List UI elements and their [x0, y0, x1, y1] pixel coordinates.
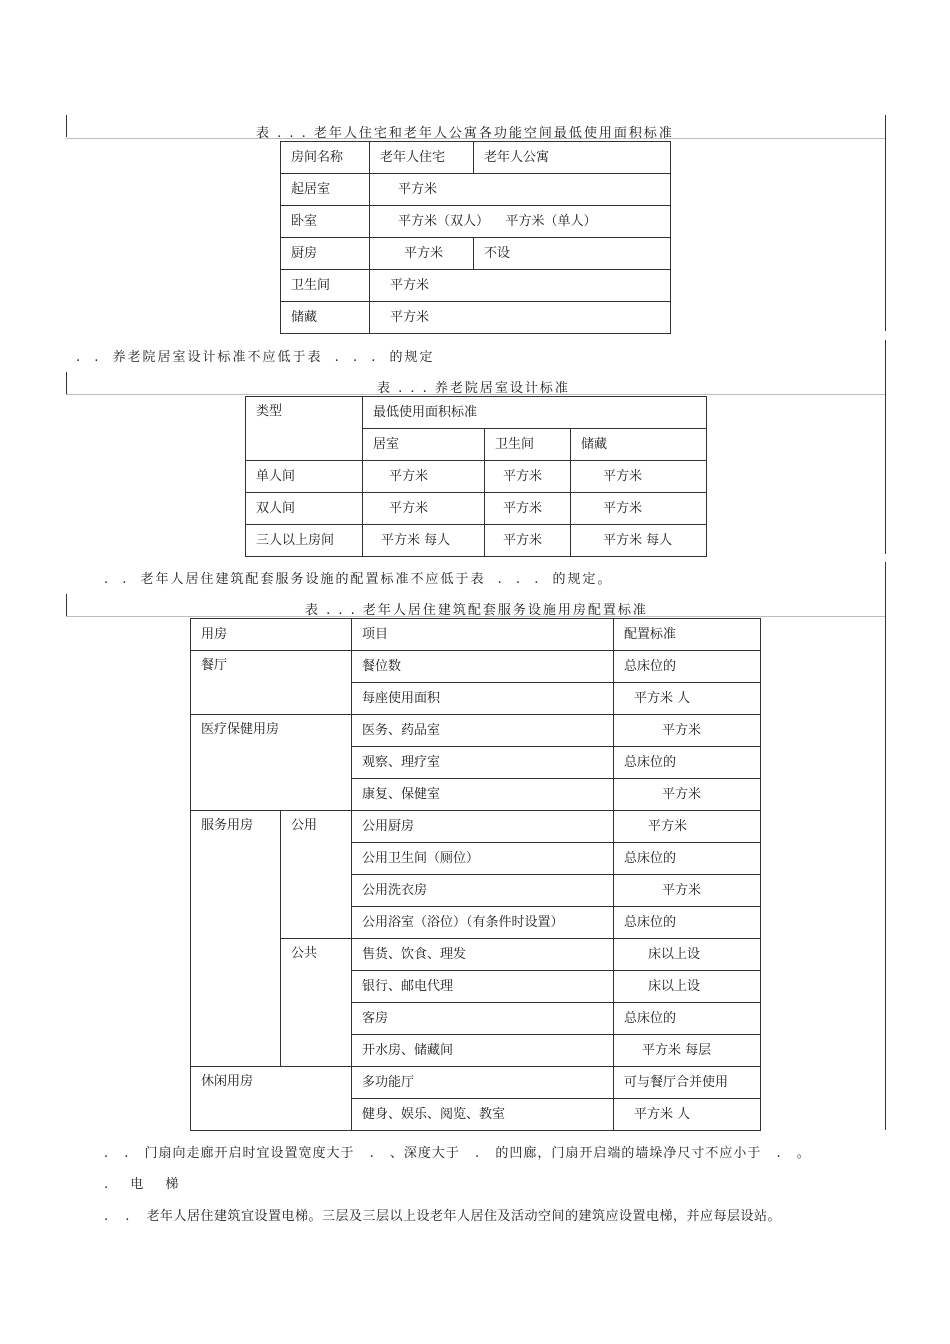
table1	[280, 141, 671, 334]
table1-row-value: 平方米	[370, 302, 671, 334]
margin-line	[66, 115, 67, 137]
table3-standard: 平方米	[614, 779, 761, 811]
table2-cell: 平方米 每人	[363, 525, 485, 557]
table3-item: 每座使用面积	[352, 683, 614, 715]
table3-standard: 平方米 人	[614, 683, 761, 715]
table3-item: 多功能厅	[352, 1067, 614, 1099]
table1-row-name: 卧室	[281, 206, 370, 238]
table1-row-value: 平方米	[370, 238, 474, 270]
paragraph: . . 老年人居住建筑宜设置电梯。三层及三层以上设老年人居住及活动空间的建筑应设置电梯，并应每层设站。	[104, 1209, 782, 1224]
table3-standard: 床以上设	[614, 939, 761, 971]
table2-row-type: 三人以上房间	[246, 525, 363, 557]
table3-item: 公用厨房	[352, 811, 614, 843]
margin-line	[885, 115, 886, 331]
paragraph: . . 养老院居室设计标准不应低于表 . . . 的规定	[76, 350, 435, 365]
table1-row-name: 卫生间	[281, 270, 370, 302]
table3-item: 餐位数	[352, 651, 614, 683]
table3-header: 项目	[352, 619, 614, 651]
table3-subgroup-label: 公用	[281, 811, 352, 939]
table2-cell: 平方米	[485, 461, 571, 493]
table3-group-label: 医疗保健用房	[191, 715, 352, 811]
table3-header: 配置标准	[614, 619, 761, 651]
table2-cell: 平方米	[485, 493, 571, 525]
table3-subgroup-label: 公共	[281, 939, 352, 1067]
table1-row-value: 平方米（双人） 平方米（单人）	[370, 206, 671, 238]
table3-standard: 总床位的	[614, 843, 761, 875]
table2-group-header: 最低使用面积标准	[363, 397, 707, 429]
table1-header: 老年人住宅	[370, 142, 474, 174]
table3-standard: 平方米 每层	[614, 1035, 761, 1067]
table3-group-label: 服务用房	[191, 811, 281, 1067]
table1-row-name: 储藏	[281, 302, 370, 334]
table3-standard: 总床位的	[614, 907, 761, 939]
margin-line	[66, 594, 67, 616]
table1-row-name: 起居室	[281, 174, 370, 206]
table3-standard: 平方米	[614, 875, 761, 907]
table3-item: 公用浴室（浴位）（有条件时设置）	[352, 907, 614, 939]
table2-cell: 平方米 每人	[571, 525, 707, 557]
table3-standard: 床以上设	[614, 971, 761, 1003]
table2-subheader: 卫生间	[485, 429, 571, 461]
table3-item: 观察、理疗室	[352, 747, 614, 779]
table3-caption: 表 . . . 老年人居住建筑配套服务设施用房配置标准	[305, 603, 648, 618]
margin-line	[66, 372, 67, 394]
table3-item: 医务、药品室	[352, 715, 614, 747]
table2-subheader: 居室	[363, 429, 485, 461]
table2-row-type: 单人间	[246, 461, 363, 493]
table2-cell: 平方米	[571, 493, 707, 525]
table2-caption: 表 . . . 养老院居室设计标准	[377, 381, 570, 396]
table2-type-header: 类型	[246, 397, 363, 461]
table1-header: 老年人公寓	[474, 142, 671, 174]
table1-row-value: 不设	[474, 238, 671, 270]
table1-row-value: 平方米	[370, 270, 671, 302]
table3-item: 开水房、储藏间	[352, 1035, 614, 1067]
table1-row-name: 厨房	[281, 238, 370, 270]
table2	[245, 396, 707, 557]
table2-cell: 平方米	[485, 525, 571, 557]
margin-line	[885, 562, 886, 1130]
table3-group-label: 餐厅	[191, 651, 352, 715]
table3-standard: 总床位的	[614, 747, 761, 779]
table3-item: 康复、保健室	[352, 779, 614, 811]
table3-item: 售货、饮食、理发	[352, 939, 614, 971]
section-heading: . 电 梯	[104, 1177, 181, 1192]
table1-row-value: 平方米	[370, 174, 671, 206]
table3-group-label: 休闲用房	[191, 1067, 352, 1131]
table2-row-type: 双人间	[246, 493, 363, 525]
table2-cell: 平方米	[363, 461, 485, 493]
table3-standard: 可与餐厅合并使用	[614, 1067, 761, 1099]
margin-line	[885, 340, 886, 554]
table3-standard: 总床位的	[614, 651, 761, 683]
table1-caption: 表 . . . 老年人住宅和老年人公寓各功能空间最低使用面积标准	[256, 126, 674, 141]
table3-standard: 平方米 人	[614, 1099, 761, 1131]
table3-item: 公用洗衣房	[352, 875, 614, 907]
table3-header: 用房	[191, 619, 352, 651]
table3-item: 客房	[352, 1003, 614, 1035]
paragraph: . . 老年人居住建筑配套服务设施的配置标准不应低于表 . . . 的规定。	[104, 572, 613, 587]
table3-standard: 总床位的	[614, 1003, 761, 1035]
table3-item: 公用卫生间（厕位）	[352, 843, 614, 875]
paragraph: . . 门扇向走廊开启时宜设置宽度大于 . 、深度大于 . 的凹廊，门扇开启端的墙垛净尺寸不应小于 . 。	[104, 1146, 811, 1161]
table2-subheader: 储藏	[571, 429, 707, 461]
table3-standard: 平方米	[614, 811, 761, 843]
table3	[190, 618, 761, 1131]
table2-cell: 平方米	[363, 493, 485, 525]
table2-cell: 平方米	[571, 461, 707, 493]
table3-standard: 平方米	[614, 715, 761, 747]
table1-header: 房间名称	[281, 142, 370, 174]
table3-item: 银行、邮电代理	[352, 971, 614, 1003]
table3-item: 健身、娱乐、阅览、教室	[352, 1099, 614, 1131]
